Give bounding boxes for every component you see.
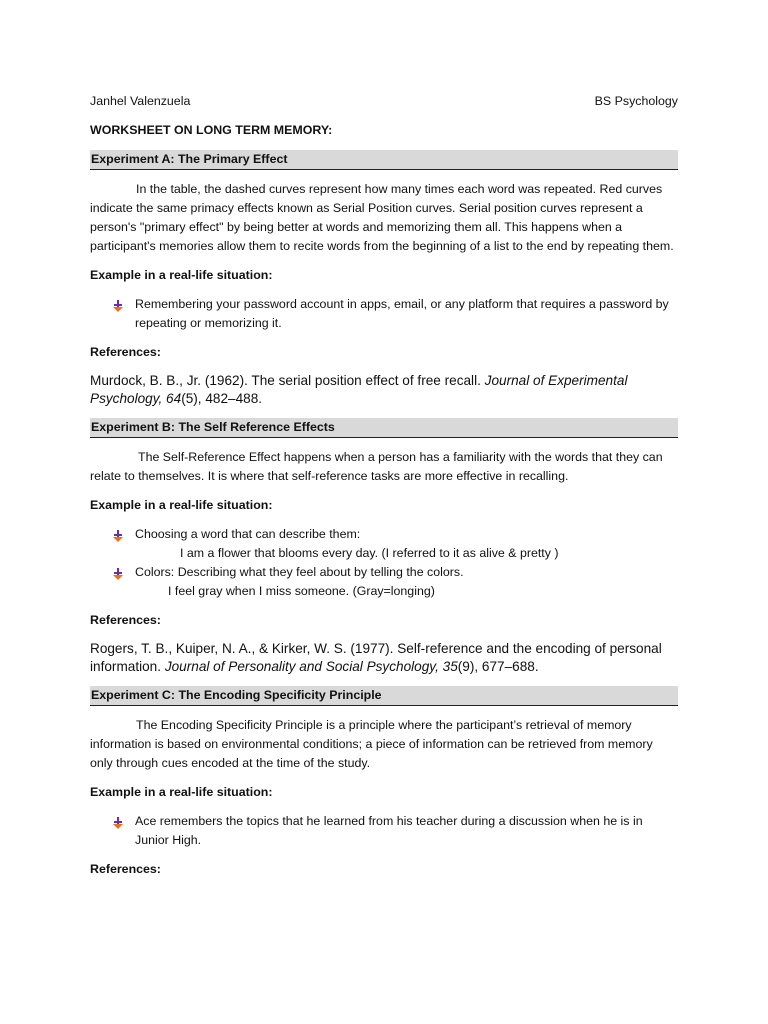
document-header — [90, 92, 678, 111]
section-b-reference — [90, 640, 678, 676]
reference-pages: (9), 677–688. — [457, 659, 539, 674]
bullet-text: Colors: Describing what they feel about by telling the colors. — [135, 565, 464, 579]
section-a-references-label: References: — [90, 345, 161, 359]
section-heading-a: Experiment A: The Primary Effect — [90, 150, 678, 170]
list-item — [90, 812, 678, 850]
program-name: BS Psychology — [594, 94, 678, 108]
bullet-subtext: I am a flower that blooms every day. (I referred to it as alive & pretty ) — [180, 546, 559, 560]
section-c-bullet-list — [90, 812, 678, 850]
document-page — [90, 92, 678, 889]
section-c-references-label: References: — [90, 862, 161, 876]
reference-text: Rogers, T. B., Kuiper, N. A., & Kirker, W. S. (1977). Self-reference and the encoding of personal information. — [90, 641, 662, 674]
author-name: Janhel Valenzuela — [90, 94, 191, 108]
list-item — [90, 295, 678, 333]
section-heading-c: Experiment C: The Encoding Specificity Principle — [90, 686, 678, 706]
section-heading-b: Experiment B: The Self Reference Effects — [90, 418, 678, 438]
section-b-example-label: Example in a real-life situation: — [90, 498, 273, 512]
section-a-bullet-list — [90, 295, 678, 333]
list-item — [90, 525, 678, 563]
list-item — [90, 563, 678, 601]
section-a-example-label: Example in a real-life situation: — [90, 268, 273, 282]
bullet-text: Choosing a word that can describe them: — [135, 527, 361, 541]
bullet-text: Ace remembers the topics that he learned from his teacher during a discussion when he is in Junior High. — [135, 814, 643, 847]
section-a-reference — [90, 372, 678, 408]
section-c-example-label: Example in a real-life situation: — [90, 785, 273, 799]
arrow-bullet-icon — [112, 530, 124, 542]
section-b-bullet-list — [90, 525, 678, 601]
reference-pages: (5), 482–488. — [181, 391, 263, 406]
section-b-references-label: References: — [90, 613, 161, 627]
worksheet-title: WORKSHEET ON LONG TERM MEMORY: — [90, 123, 333, 137]
reference-journal: Journal of Personality and Social Psychology, 35 — [164, 659, 458, 674]
arrow-bullet-icon — [112, 300, 124, 312]
section-c-paragraph: The Encoding Specificity Principle is a principle where the participant’s retrieval of memory information is based on environmental conditions; a piece of information can be retrieved from memory only through cues encoded at the time of the study. — [90, 718, 653, 770]
bullet-text: Remembering your password account in apps, email, or any platform that requires a password by repeating or memorizing it. — [135, 297, 669, 330]
reference-text: Murdock, B. B., Jr. (1962). The serial position effect of free recall. — [90, 373, 485, 388]
section-a-paragraph: In the table, the dashed curves represent how many times each word was repeated. Red curves indicate the same primacy effects known as Serial Position curves. Serial position curves represent a person's "primary effect" by being better at words and memorizing them all. This happens when a participant's memories allow them to recite words from the beginning of a list to the end by repeating them. — [90, 182, 674, 253]
section-b-paragraph: The Self-Reference Effect happens when a person has a familiarity with the words that they can relate to themselves. It is where that self-reference tasks are more effective in recalling. — [90, 450, 663, 483]
arrow-bullet-icon — [112, 568, 124, 580]
bullet-subtext: I feel gray when I miss someone. (Gray=longing) — [168, 584, 435, 598]
arrow-bullet-icon — [112, 817, 124, 829]
reference-journal: Journal of Experimental Psychology, 64 — [90, 373, 628, 406]
